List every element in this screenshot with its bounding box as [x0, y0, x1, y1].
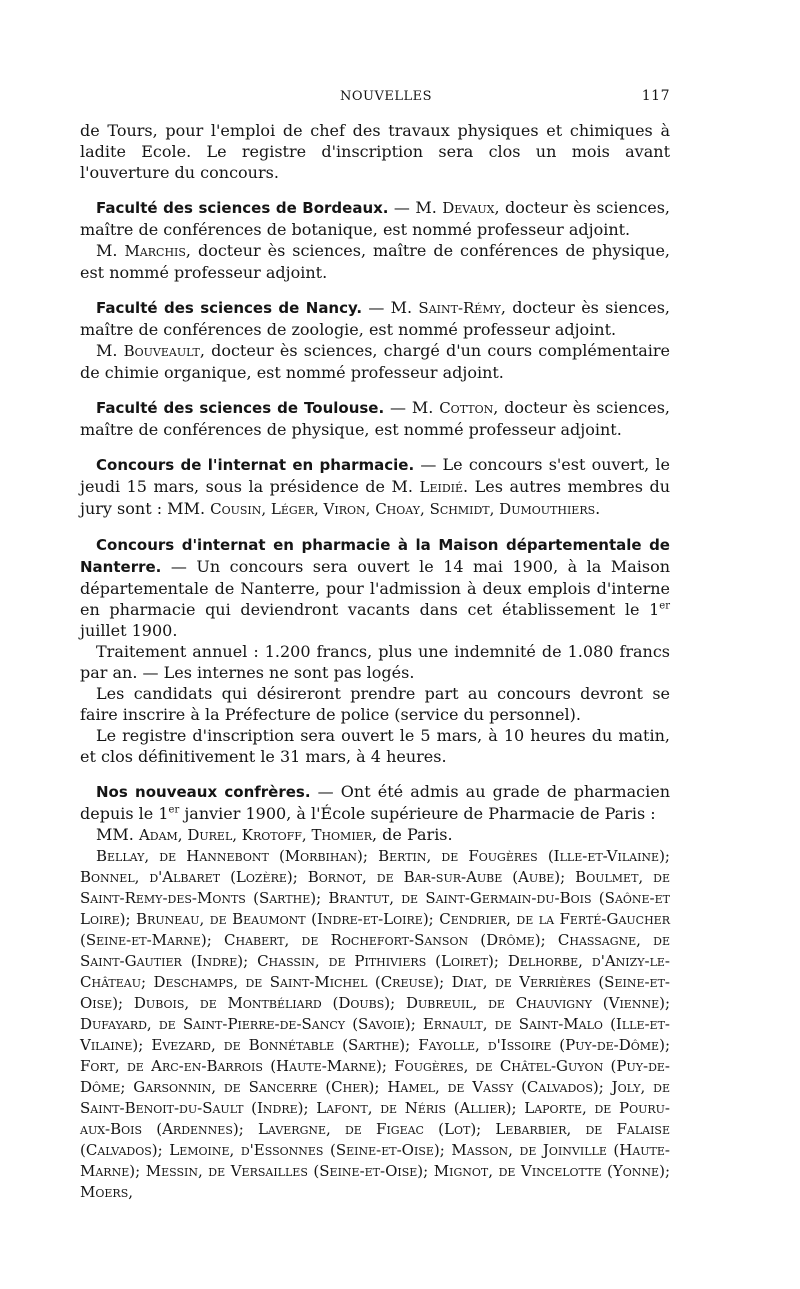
- text: — M.: [388, 198, 443, 217]
- text: , docteur ès siences, maître de conférences de zoologie, est nommé professeur adjoint.: [80, 298, 670, 339]
- section-heading: Concours de l'internat en pharmacie.: [96, 456, 415, 474]
- section-bordeaux: [80, 197, 670, 283]
- text: MM.: [96, 825, 139, 844]
- text: — M.: [362, 298, 419, 317]
- person-names: Adam, Durel, Krotoff, Thomier: [138, 826, 372, 844]
- text: , docteur ès sciences, chargé d'un cours complémentaire de chimie organique, est nommé professeur adjoint.: [80, 341, 670, 382]
- text: , de Paris.: [371, 825, 453, 844]
- section-internat: [80, 454, 670, 520]
- section-heading: Concours d'internat en pharmacie à la Maison départementale de Nanterre.: [80, 536, 670, 576]
- graduate-list: Bellay, de Hannebont (Morbihan); Bertin, de Fougères (Ille-et-Vilaine); Bonnel, d'Albaret (Lozère); Bornot, de Bar-sur-Aube (Aube); Boulmet, de Saint-Remy-des-Monts (Sarthe); Brantut, de Saint-Germain-du-Bois (Saône-et Loire); Bruneau, de Beaumont (Indre-et-Loire); Cendrier, de la Ferté-Gaucher (Seine-et-Marne); Chabert, de Rochefort-Sanson (Drôme); Chassagne, de Saint-Gautier (Indre); Chassin, de Pithiviers (Loiret); Delhorbe, d'Anizy-le-Château; Deschamps, de Saint-Michel (Creuse); Diat, de Verrières (Seine-et-Oise); Dubois, de Montbéliard (Doubs); Dubreuil, de Chauvigny (Vienne); Dufayard, de Saint-Pierre-de-Sancy (Savoie); Ernault, de Saint-Malo (Ille-et-Vilaine); Evezard, de Bonnétable (Sarthe); Fayolle, d'Issoire (Puy-de-Dôme); Fort, de Arc-en-Barrois (Haute-Marne); Fougères, de Châtel-Guyon (Puy-de-Dôme; Garsonnin, de Sancerre (Cher); Hamel, de Vassy (Calvados); Joly, de Saint-Benoit-du-Sault (Indre); Lafont, de Néris (Allier); Laporte, de Pouru-aux-Bois (Ardennes); Lavergne, de Figeac (Lot); Lebarbier, de Falaise (Calvados); Lemoine, d'Essonnes (Seine-et-Oise); Masson, de Joinville (Haute-Marne); Messin, de Versailles (Seine-et-Oise); Mignot, de Vincelotte (Yonne); Moers,: [80, 847, 670, 1201]
- section-heading: Nos nouveaux confrères.: [96, 783, 311, 801]
- jury-names: Cousin, Léger, Viron, Choay, Schmidt, Dumouthiers: [210, 500, 596, 518]
- page-number: 117: [641, 88, 670, 104]
- text: — Ont été admis au grade de pharmacien depuis le 1: [80, 782, 670, 823]
- text: — Le concours s'est ouvert, le jeudi 15 mars, sous la présidence de M.: [80, 455, 670, 496]
- superscript: er: [168, 804, 180, 816]
- header-title: NOUVELLES: [340, 89, 433, 104]
- text: — Un concours sera ouvert le 14 mai 1900, à la Maison départementale de Nanterre, pour l'admission à deux emplois d'interne en pharmacie qui deviendront vacants dans cet établissement le 1: [80, 557, 670, 619]
- person-name: Leidié: [419, 478, 464, 496]
- paragraph-continuation: de Tours, pour l'emploi de chef des travaux physiques et chimiques à ladite Ecole. Le registre d'inscription sera clos un mois avant l'ouverture du concours.: [80, 121, 670, 182]
- person-name: Cotton: [439, 399, 494, 417]
- person-name: Saint-Rémy: [418, 299, 501, 317]
- section-toulouse: [80, 397, 670, 440]
- text: M.: [96, 341, 124, 360]
- text: — M.: [384, 398, 440, 417]
- superscript: er: [659, 600, 670, 612]
- text: , docteur ès sciences, maître de conférences de botanique, est nommé professeur adjoint.: [80, 198, 671, 239]
- paragraph: Le registre d'inscription sera ouvert le 5 mars, à 10 heures du matin, et clos définitivement le 31 mars, à 4 heures.: [80, 726, 670, 766]
- section-nancy: [80, 297, 670, 383]
- text: juillet 1900.: [80, 621, 178, 640]
- paragraph: Traitement annuel : 1.200 francs, plus une indemnité de 1.080 francs par an. — Les internes ne sont pas logés.: [80, 642, 670, 682]
- running-header: [80, 86, 670, 106]
- person-name: Bouveault: [123, 342, 200, 360]
- text: janvier 1900, à l'École supérieure de Pharmacie de Paris :: [179, 804, 656, 823]
- section-nanterre: [80, 534, 670, 767]
- text: , docteur ès sciences, maître de conférences de physique, est nommé professeur adjoint.: [80, 398, 671, 439]
- person-name: Devaux: [442, 199, 495, 217]
- section-heading: Faculté des sciences de Bordeaux.: [96, 199, 389, 217]
- paragraph: Les candidats qui désireront prendre part au concours devront se faire inscrire à la Préfecture de police (service du personnel).: [80, 684, 670, 724]
- section-heading: Faculté des sciences de Toulouse.: [96, 399, 385, 417]
- section-confreres: [80, 781, 670, 1203]
- text: . Les autres membres du jury sont : MM.: [80, 477, 671, 518]
- section-heading: Faculté des sciences de Nancy.: [96, 299, 363, 317]
- text: , docteur ès sciences, maître de conférences de physique, est nommé professeur adjoint.: [80, 241, 671, 282]
- text: M.: [96, 241, 125, 260]
- page-body: [80, 120, 670, 1203]
- person-name: Marchis: [124, 242, 186, 260]
- text: .: [595, 499, 601, 518]
